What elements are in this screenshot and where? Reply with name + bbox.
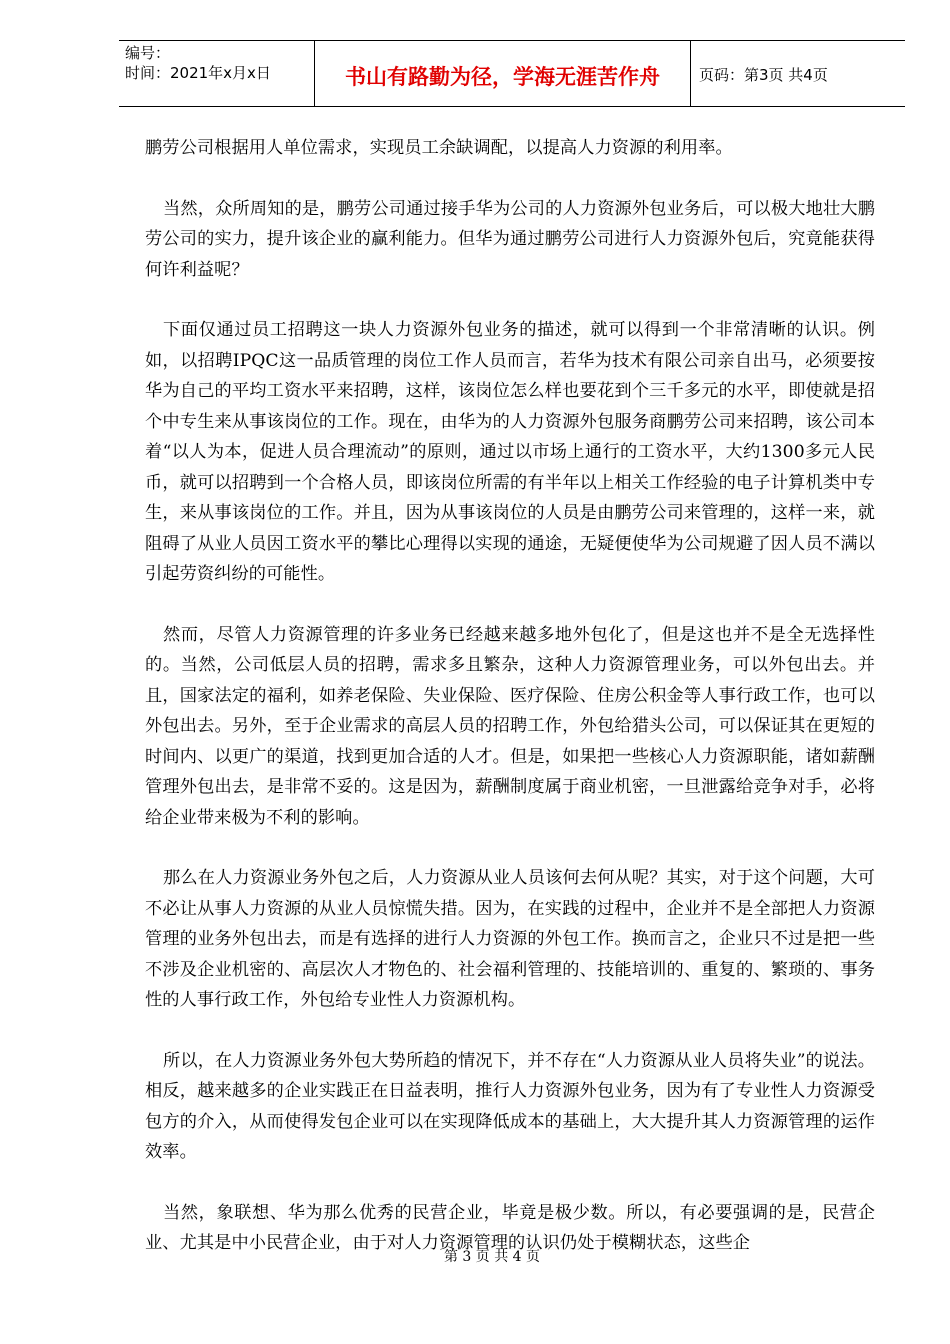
paragraph-1: 鹏劳公司根据用人单位需求，实现员工余缺调配，以提高人力资源的利用率。: [145, 138, 733, 158]
document-body: [145, 133, 875, 1289]
paragraph-2: 当然，众所周知的是，鹏劳公司通过接手华为公司的人力资源外包业务后，可以极大地壮大鹏劳公司的实力，提升该企业的赢利能力。但华为通过鹏劳公司进行人力资源外包后，究竟能获得何许利益呢？: [145, 198, 875, 280]
number-label: 编号：: [125, 44, 171, 62]
header-page-info: 页码：第3页 共4页: [699, 66, 828, 84]
paragraph-6: 所以，在人力资源业务外包大势所趋的情况下，并不存在“人力资源从业人员将失业”的说法。相反，越来越多的企业实践正在日益表明，推行人力资源外包业务，因为有了专业性人力资源受包方的介入，从而使得发包企业可以在实现降低成本的基础上，大大提升其人力资源管理的运作效率。: [145, 1050, 875, 1162]
paragraph-4: 然而，尽管人力资源管理的许多业务已经越来越多地外包化了，但是这也并不是全无选择性的。当然，公司低层人员的招聘，需求多且繁杂，这种人力资源管理业务，可以外包出去。并且，国家法定的福利，如养老保险、失业保险、医疗保险、住房公积金等人事行政工作，也可以外包出去。另外，至于企业需求的高层人员的招聘工作，外包给猎头公司，可以保证其在更短的时间内、以更广的渠道，找到更加合适的人才。但是，如果把一些核心人力资源职能，诸如薪酬管理外包出去，是非常不妥的。这是因为，薪酬制度属于商业机密，一旦泄露给竞争对手，必将给企业带来极为不利的影响。: [145, 624, 875, 828]
paragraph-5: 那么在人力资源业务外包之后，人力资源从业人员该何去何从呢？其实，对于这个问题，大可不必让从事人力资源的从业人员惊慌失措。因为，在实践的过程中，企业并不是全部把人力资源管理的业务外包出去，而是有选择的进行人力资源的外包工作。换而言之，企业只不过是把一些不涉及企业机密的、高层次人才物色的、社会福利管理的、技能培训的、重复的、繁琐的、事务性的人事行政工作，外包给专业性人力资源机构。: [145, 868, 875, 1010]
header-motto: 书山有路勤为径，学海无涯苦作舟: [315, 41, 691, 106]
header-meta: [119, 41, 315, 106]
page-header: [119, 40, 905, 107]
paragraph-3: 下面仅通过员工招聘这一块人力资源外包业务的描述，就可以得到一个非常清晰的认识。例如，以招聘IPQC这一品质管理的岗位工作人员而言，若华为技术有限公司亲自出马，必须要按华为自己的平均工资水平来招聘，这样，该岗位怎么样也要花到个三千多元的水平，即使就是招个中专生来从事该岗位的工作。现在，由华为的人力资源外包服务商鹏劳公司来招聘，该公司本着“以人为本，促进人员合理流动”的原则，通过以市场上通行的工资水平，大约1300多元人民币，就可以招聘到一个合格人员，即该岗位所需的有半年以上相关工作经验的电子计算机类中专生，来从事该岗位的工作。并且，因为从事该岗位的人员是由鹏劳公司来管理的，这样一来，就阻碍了从业人员因工资水平的攀比心理得以实现的通途，无疑便使华为公司规避了因人员不满以引起劳资纠纷的可能性。: [145, 320, 875, 584]
paragraph-7: 当然，象联想、华为那么优秀的民营企业，毕竟是极少数。所以，有必要强调的是，民营企业、尤其是中小民营企业，由于对人力资源管理的认识仍处于模糊状态，这些企: [145, 1202, 875, 1253]
date-label: 时间：2021年x月x日: [125, 64, 271, 82]
page-footer: 第 3 页 共 4 页: [443, 1249, 541, 1265]
